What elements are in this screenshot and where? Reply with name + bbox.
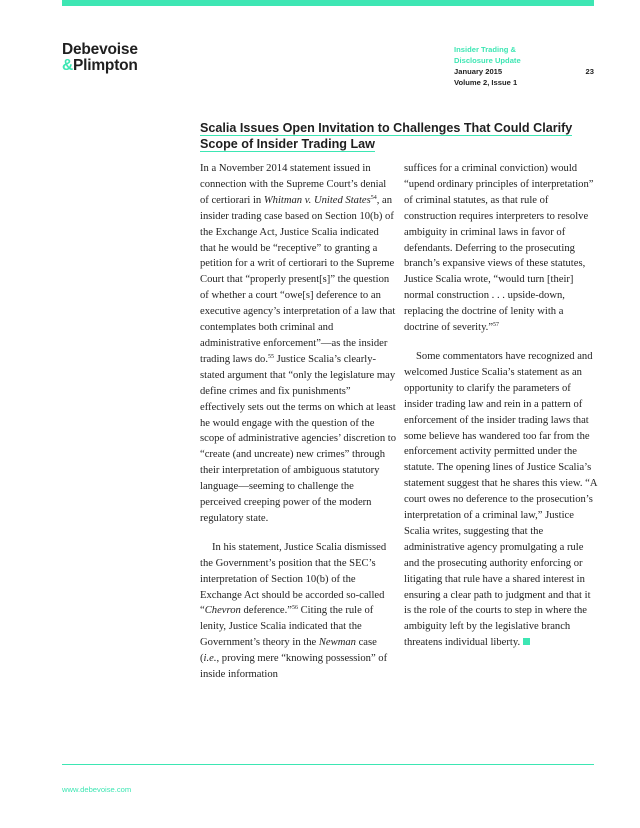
footnote-ref-56[interactable]: 56 <box>291 605 298 612</box>
term-chevron: Chevron <box>204 605 241 617</box>
p2-text-e: , proving mere “knowing possession” of inside information <box>200 653 388 681</box>
p3-text: suffices for a criminal conviction) would “upend ordinary principles of interpretation” of criminal statutes, as that rule of construction requires interpreters to resolve ambiguity in criminal laws in favor of defendants. Deferring to the prosecuting branch’s expansive views of these statutes, Justice Scalia wrote, “would turn [their] normal construction . . . upside-down, replacing the doctrine of lenity with a doctrine of severity.” <box>404 163 594 334</box>
p4-text: Some commentators have recognized and welcomed Justice Scalia’s statement as an opportunity to clarify the parameters of insider trading law and rein in a pattern of enforcement of the insider trading laws that some believe has wandered too far from the enforcement activity permitted under the statute. The opening lines of Justice Scalia’s statement suggest that he shares this view. “A court owes no deference to the prosecution’s interpretation of a criminal law,” Justice Scalia writes, suggesting that the administrative agency promulgating a rule and the prosecuting authority enforcing or litigating that rule have a shared interest in ensuring a clear path to judgment and that it is the role of the courts to step in where the ambiguity left by the legislative branch threatens individual liberty. <box>404 350 597 649</box>
logo-line1: Debevoise <box>62 41 138 58</box>
issue-volume: Volume 2, Issue 1 <box>454 78 518 87</box>
p2-text-c: Citing the rule of lenity, Justice Scalia indicated that the Government’s theory in the <box>200 605 374 649</box>
masthead <box>454 44 594 88</box>
paragraph-1 <box>200 161 396 527</box>
footer-divider <box>62 764 594 765</box>
paragraph-4 <box>404 349 600 651</box>
logo-line2 <box>62 58 138 74</box>
page-number: 23 <box>585 67 594 76</box>
p2-text-a: In his statement, Justice Scalia dismissed the Government’s position that the SEC’s interpretation of Section 10(b) of the Exchange Act should be accorded so-called “ <box>200 541 387 617</box>
paragraph-3 <box>404 161 600 336</box>
publication-name-line2: Disclosure Update <box>454 56 521 65</box>
article-title <box>200 120 600 152</box>
end-of-article-square-icon <box>523 638 530 645</box>
abbrev-ie: i.e. <box>203 653 217 665</box>
paragraph-2 <box>200 540 396 683</box>
footnote-ref-57[interactable]: 57 <box>493 322 500 329</box>
footnote-ref-54[interactable]: 54 <box>370 194 377 201</box>
firm-logo <box>62 42 138 74</box>
p1-text-b: , an insider trading case based on Section 10(b) of the Exchange Act, Justice Scalia indicated that he would be “receptive” to granting a petition for a writ of certiorari to the Supreme Court that “properly present[s]” the question of whether a court “owe[s] deference to an executive agency’s interpretation of a law that contemplates both criminal and administrative enforcement”—as the insider trading laws do. <box>200 194 396 365</box>
article-title-line1: Scalia Issues Open Invitation to Challenges That Could Clarify <box>200 121 573 135</box>
publication-name-line1: Insider Trading & <box>454 45 517 54</box>
p2-text-b: deference.” <box>240 605 292 617</box>
p2-text-d: case ( <box>200 637 377 665</box>
case-name-newman: Newman <box>318 637 356 649</box>
top-accent-bar <box>62 0 594 6</box>
footer-website-link[interactable]: www.debevoise.com <box>62 785 132 794</box>
article-title-line2: Scope of Insider Trading Law <box>200 137 375 151</box>
logo-plimpton: Plimpton <box>73 57 138 74</box>
issue-date: January 2015 <box>454 67 503 76</box>
logo-ampersand: & <box>62 57 73 74</box>
p1-text-a: In a November 2014 statement issued in connection with the Supreme Court’s denial of certiorari in <box>200 163 387 206</box>
footnote-ref-55[interactable]: 55 <box>267 353 274 360</box>
column-right <box>404 161 600 664</box>
p1-text-c: Justice Scalia’s clearly-stated argument that “only the legislature may define crimes and fix punishments” effectively sets out the terms on which at least he would engage with the question of the scope of administrative agencies’ discretion to “create (and uncreate) new crimes” through their interpretation of ambiguous statutory language—seeming to challenge the perceived creeping power of the modern regulatory state. <box>200 353 397 524</box>
case-name-whitman: Whitman v. United States <box>263 194 371 206</box>
column-left <box>200 161 396 696</box>
